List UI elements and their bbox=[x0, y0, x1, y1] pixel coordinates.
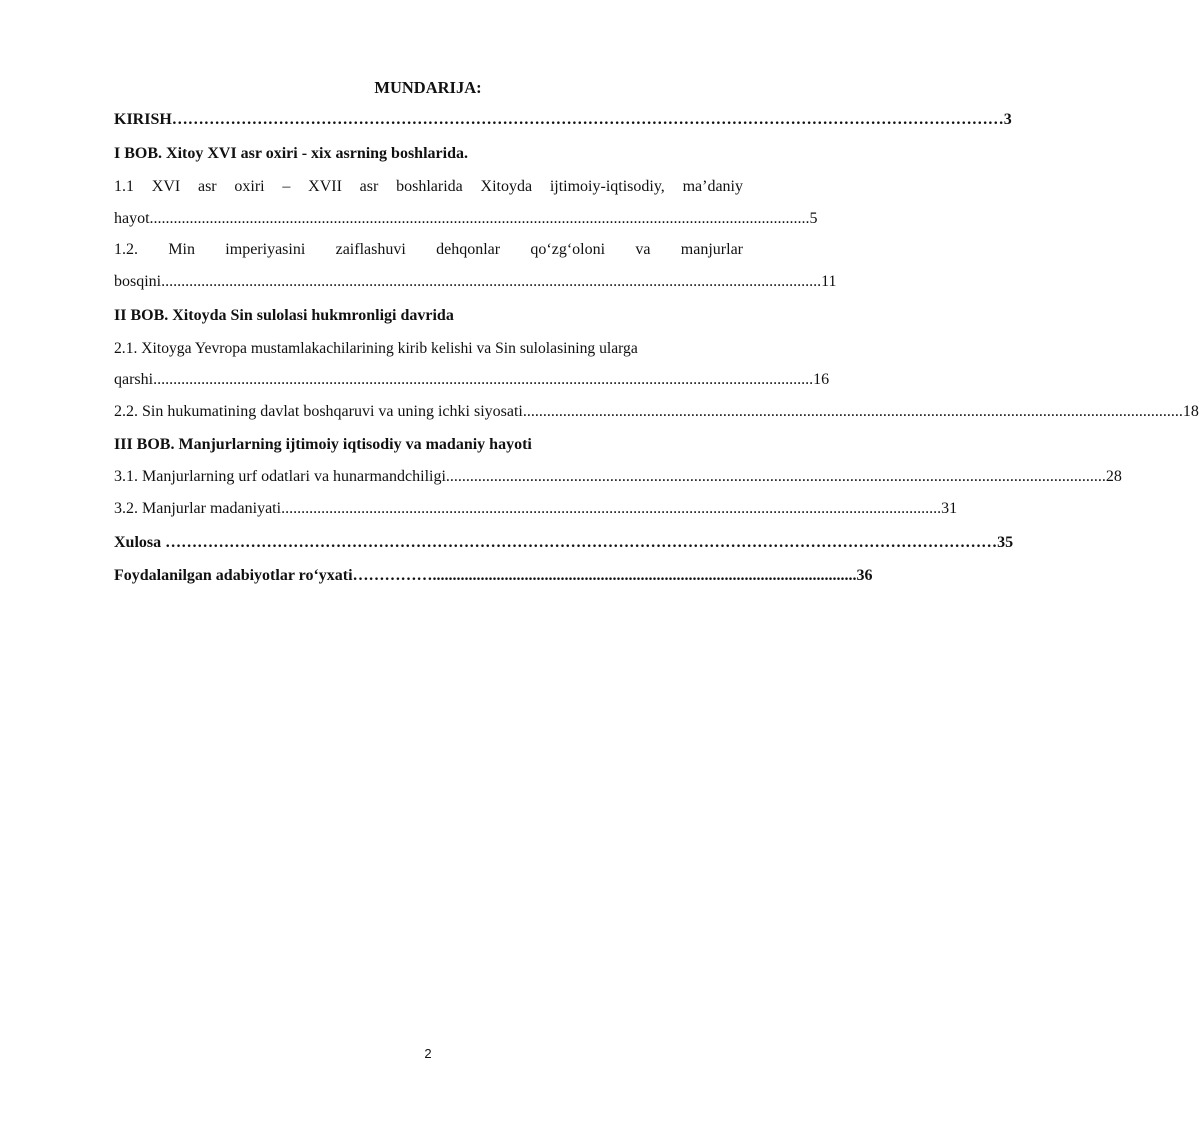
word: manjurlar bbox=[680, 241, 743, 258]
toc-entry-text: 2.2. Sin hukumatining davlat boshqaruvi va uning ichki siyosati bbox=[114, 403, 523, 420]
word: XVII bbox=[308, 178, 342, 195]
toc-page-number: 35 bbox=[997, 534, 1014, 551]
word: qo‘zg‘oloni bbox=[530, 241, 606, 258]
toc-entry-1-1-line1[interactable] bbox=[114, 177, 743, 197]
toc-chapter-2[interactable]: II BOB. Xitoyda Sin sulolasi hukmronligi davrida bbox=[114, 307, 454, 324]
word: XVI bbox=[151, 178, 181, 195]
toc-page-number: 5 bbox=[809, 210, 818, 227]
toc-entry-text: qarshi bbox=[114, 371, 154, 388]
word: boshlarida bbox=[396, 178, 463, 195]
dot-leader: …………….......................................................................................................... bbox=[352, 567, 857, 584]
toc-entry-1-1-line2[interactable] bbox=[114, 209, 818, 229]
toc-entry-1-2-line2[interactable] bbox=[114, 272, 837, 292]
toc-page-number: 16 bbox=[813, 371, 830, 388]
word: imperiyasini bbox=[225, 241, 306, 258]
dot-leader: ..................................................................................................................................................................... bbox=[153, 371, 814, 388]
word: dehqonlar bbox=[436, 241, 501, 258]
word: ijtimoiy-iqtisodiy, bbox=[549, 178, 665, 195]
dot-leader: ..................................................................................................................................................................... bbox=[281, 500, 942, 517]
page-number: 2 bbox=[424, 1046, 432, 1061]
toc-entry-3-1[interactable] bbox=[114, 467, 1122, 487]
word: – bbox=[282, 178, 291, 195]
dot-leader: ..................................................................................................................................................................... bbox=[445, 468, 1106, 485]
word: zaiflashuvi bbox=[335, 241, 406, 258]
word: Min bbox=[168, 241, 195, 258]
toc-entry-text: Foydalanilgan adabiyotlar ro‘yxati bbox=[114, 567, 353, 584]
toc-page-number: 3 bbox=[1003, 111, 1012, 128]
word: 1.2. bbox=[114, 241, 138, 258]
dot-leader: ..................................................................................................................................................................... bbox=[149, 210, 810, 227]
dot-leader: ..................................................................................................................................................................... bbox=[161, 273, 822, 290]
toc-page-number: 28 bbox=[1105, 468, 1122, 485]
word: asr bbox=[197, 178, 217, 195]
toc-entry-text: hayot bbox=[114, 210, 150, 227]
word: ma’daniy bbox=[682, 178, 743, 195]
word: 1.1 bbox=[114, 178, 134, 195]
toc-entry-text: bosqini bbox=[114, 273, 162, 290]
dot-leader: ………………………………………………………………………………………………………………………………………… bbox=[161, 534, 998, 551]
toc-entry-text: Xulosa bbox=[114, 534, 162, 551]
toc-entry-xulosa[interactable] bbox=[114, 533, 1014, 553]
dot-leader: ..................................................................................................................................................................... bbox=[522, 403, 1183, 420]
toc-page-number: 11 bbox=[821, 273, 837, 290]
toc-chapter-1[interactable]: I BOB. Xitoy XVI asr oxiri - xix asrning boshlarida. bbox=[114, 145, 468, 162]
toc-chapter-3[interactable]: III BOB. Manjurlarning ijtimoiy iqtisodiy va madaniy hayoti bbox=[114, 436, 532, 453]
toc-entry-text: KIRISH bbox=[114, 111, 172, 128]
toc-entry-kirish[interactable] bbox=[114, 110, 1012, 130]
toc-entry-2-2[interactable] bbox=[114, 402, 1199, 422]
toc-entry-2-1-line1[interactable]: 2.1. Xitoyga Yevropa mustamlakachilarining kirib kelishi va Sin sulolasining ularga bbox=[114, 340, 638, 357]
toc-page-number: 31 bbox=[941, 500, 958, 517]
toc-page-number: 18 bbox=[1182, 403, 1199, 420]
toc-page-number: 36 bbox=[856, 567, 873, 584]
word: asr bbox=[359, 178, 379, 195]
word: oxiri bbox=[234, 178, 265, 195]
dot-leader: ………………………………………………………………………………………………………………………………………… bbox=[171, 111, 1004, 128]
toc-entry-3-2[interactable] bbox=[114, 499, 958, 519]
toc-entry-1-2-line1[interactable] bbox=[114, 240, 743, 260]
toc-entry-text: 3.2. Manjurlar madaniyati bbox=[114, 500, 282, 517]
toc-entry-adabiyotlar[interactable] bbox=[114, 566, 873, 586]
word: Xitoyda bbox=[480, 178, 533, 195]
toc-entry-text: 3.1. Manjurlarning urf odatlari va hunarmandchiligi bbox=[114, 468, 446, 485]
word: va bbox=[635, 241, 651, 258]
toc-title: MUNDARIJA: bbox=[374, 78, 482, 97]
toc-entry-2-1-line2[interactable] bbox=[114, 370, 830, 390]
